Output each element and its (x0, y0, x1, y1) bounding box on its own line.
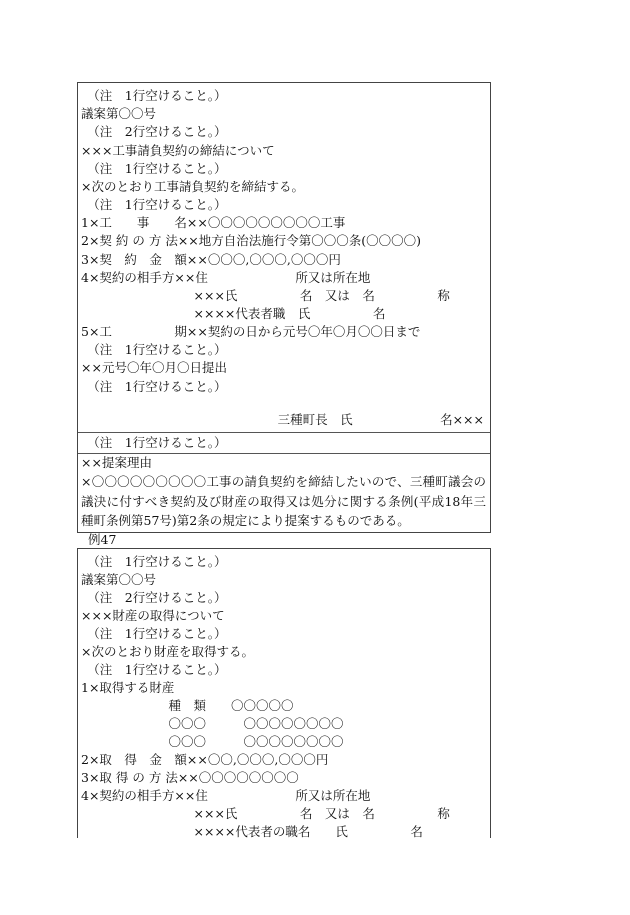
item-contract-amount: 3×契 約 金 額××〇〇〇,〇〇〇,〇〇〇円 (81, 252, 341, 267)
note-blank-line: （注 1行空けること。） (81, 161, 227, 176)
bill-title: ×××財産の取得について (81, 608, 225, 623)
item-counterparty-representative: ××××代表者職 氏 名 (81, 306, 386, 321)
mayor-signature: 三種町長 氏 名××× (277, 412, 484, 427)
note-blank-line: （注 1行空けること。） (81, 626, 227, 641)
property-type: 種 類 〇〇〇〇〇 (81, 698, 294, 713)
bill-statement: ×次のとおり工事請負契約を締結する。 (81, 179, 304, 194)
item-counterparty-name: ×××氏 名 又は 名 称 (81, 288, 450, 303)
item-property: 1×取得する財産 (81, 680, 175, 695)
example-1-box (77, 82, 491, 533)
note-blank-lines: （注 2行空けること。） (81, 590, 227, 605)
note-blank-line: （注 1行空けること。） (81, 342, 227, 357)
bill-number: 議案第〇〇号 (81, 572, 157, 587)
note-blank-line: （注 1行空けること。） (81, 197, 227, 212)
property-detail: 〇〇〇 〇〇〇〇〇〇〇〇 (81, 716, 344, 731)
item-contract-method: 2×契 約 の 方 法××地方自治法施行令第〇〇〇条(〇〇〇〇) (81, 233, 422, 248)
submission-date: ××元号〇年〇月〇日提出 (81, 360, 227, 375)
example-label: 例47 (88, 532, 117, 547)
note-blank-line: （注 1行空けること。） (81, 379, 227, 394)
note-blank-line: （注 1行空けること。） (81, 435, 227, 450)
item-construction-period: 5×工 期××契約の日から元号〇年〇月〇〇日まで (81, 324, 421, 339)
bill-title: ×××工事請負契約の締結について (81, 143, 275, 158)
item-acquisition-amount: 2×取 得 金 額××〇〇,〇〇〇,〇〇〇円 (81, 752, 329, 767)
reason-text: ×〇〇〇〇〇〇〇〇〇工事の請負契約を締結したいので、三種町議会の議決に付すべき契約及び財産の取得又は処分に関する条例(平成18年三種町条例第57号)第2条の規定により提案するものである。 (81, 474, 486, 528)
item-counterparty-address: 4×契約の相手方××住 所又は所在地 (81, 270, 371, 285)
bill-statement: ×次のとおり財産を取得する。 (81, 644, 254, 659)
item-construction-name: 1×工 事 名××〇〇〇〇〇〇〇〇〇工事 (81, 215, 346, 230)
note-blank-line: （注 1行空けること。） (81, 662, 227, 677)
reason-heading: ××提案理由 (81, 455, 152, 470)
item-counterparty-representative: ××××代表者の職名 氏 名 (81, 824, 423, 839)
item-counterparty-name: ×××氏 名 又は 名 称 (81, 806, 450, 821)
note-blank-line: （注 1行空けること。） (81, 88, 227, 103)
note-blank-lines: （注 2行空けること。） (81, 124, 227, 139)
property-detail: 〇〇〇 〇〇〇〇〇〇〇〇 (81, 734, 344, 749)
item-counterparty-address: 4×契約の相手方××住 所又は所在地 (81, 788, 371, 803)
bill-number: 議案第〇〇号 (81, 106, 157, 121)
example-2-box (77, 548, 491, 838)
item-acquisition-method: 3×取 得 の 方 法××〇〇〇〇〇〇〇〇 (81, 770, 299, 785)
divider (78, 432, 490, 433)
note-blank-line: （注 1行空けること。） (81, 554, 227, 569)
